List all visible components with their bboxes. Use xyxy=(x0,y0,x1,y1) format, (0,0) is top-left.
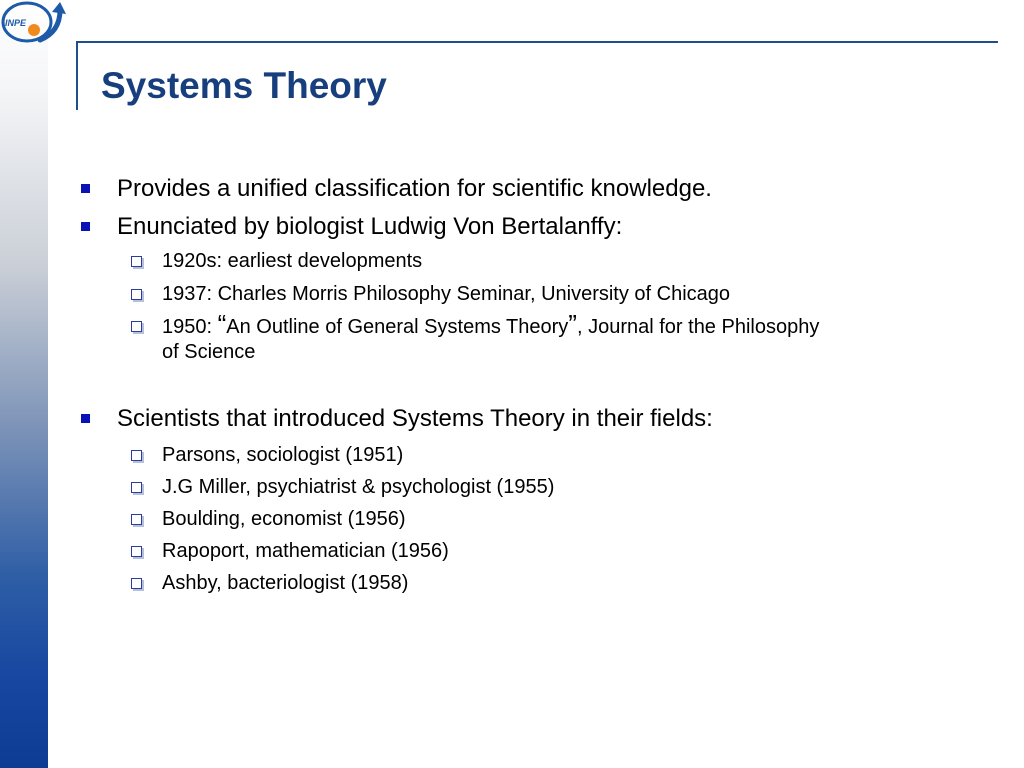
sub-bullet-item xyxy=(162,507,405,532)
sub-bullet-item xyxy=(162,282,730,307)
bullet-text: Scientists that introduced Systems Theory in their fields: xyxy=(117,405,713,432)
sub-bullet-text: Boulding, economist (1956) xyxy=(162,508,406,530)
sub-bullet-text-prefix: 1950: xyxy=(162,316,218,338)
close-quote: ” xyxy=(568,309,577,339)
bullet-text: Enunciated by biologist Ludwig Von Bertalanffy: xyxy=(117,213,623,240)
hollow-square-bullet-icon xyxy=(131,482,142,493)
logo-text: INPE xyxy=(5,18,27,28)
sub-bullet-item xyxy=(162,443,403,468)
sub-bullet-item xyxy=(162,309,820,340)
sub-bullet-text: 1920s: earliest developments xyxy=(162,250,423,272)
hollow-square-bullet-icon xyxy=(131,514,142,525)
sub-bullet-text: 1937: Charles Morris Philosophy Seminar, University of Chicago xyxy=(162,283,731,305)
bullet-item xyxy=(117,174,712,204)
square-bullet-icon xyxy=(81,222,90,231)
hollow-square-bullet-icon xyxy=(131,321,142,332)
hollow-square-bullet-icon xyxy=(131,289,142,300)
hollow-square-bullet-icon xyxy=(131,546,142,557)
sub-bullet-text: J.G Miller, psychiatrist & psychologist (1955) xyxy=(162,476,555,498)
bullet-text: Provides a unified classification for scientific knowledge. xyxy=(117,175,712,202)
sub-bullet-text-suffix: , Journal for the Philosophy xyxy=(576,316,820,338)
open-quote: “ xyxy=(217,309,227,339)
sub-bullet-text: Parsons, sociologist (1951) xyxy=(162,444,404,466)
hollow-square-bullet-icon xyxy=(131,450,142,461)
bullet-item xyxy=(117,212,622,242)
bullet-item xyxy=(117,404,713,434)
sub-bullet-item xyxy=(162,539,449,564)
sub-bullet-continuation-text: of Science xyxy=(162,341,256,363)
hollow-square-bullet-icon xyxy=(131,578,142,589)
square-bullet-icon xyxy=(81,414,90,423)
sub-bullet-item xyxy=(162,475,554,500)
sub-bullet-item xyxy=(162,249,422,274)
sub-bullet-text: Ashby, bacteriologist (1958) xyxy=(162,572,409,594)
sub-bullet-continuation xyxy=(162,340,255,365)
sub-bullet-item xyxy=(162,571,408,596)
sub-bullet-text: Rapoport, mathematician (1956) xyxy=(162,540,449,562)
hollow-square-bullet-icon xyxy=(131,256,142,267)
quoted-title: An Outline of General Systems Theory xyxy=(226,316,569,338)
page-title: Systems Theory xyxy=(101,65,387,106)
square-bullet-icon xyxy=(81,184,90,193)
